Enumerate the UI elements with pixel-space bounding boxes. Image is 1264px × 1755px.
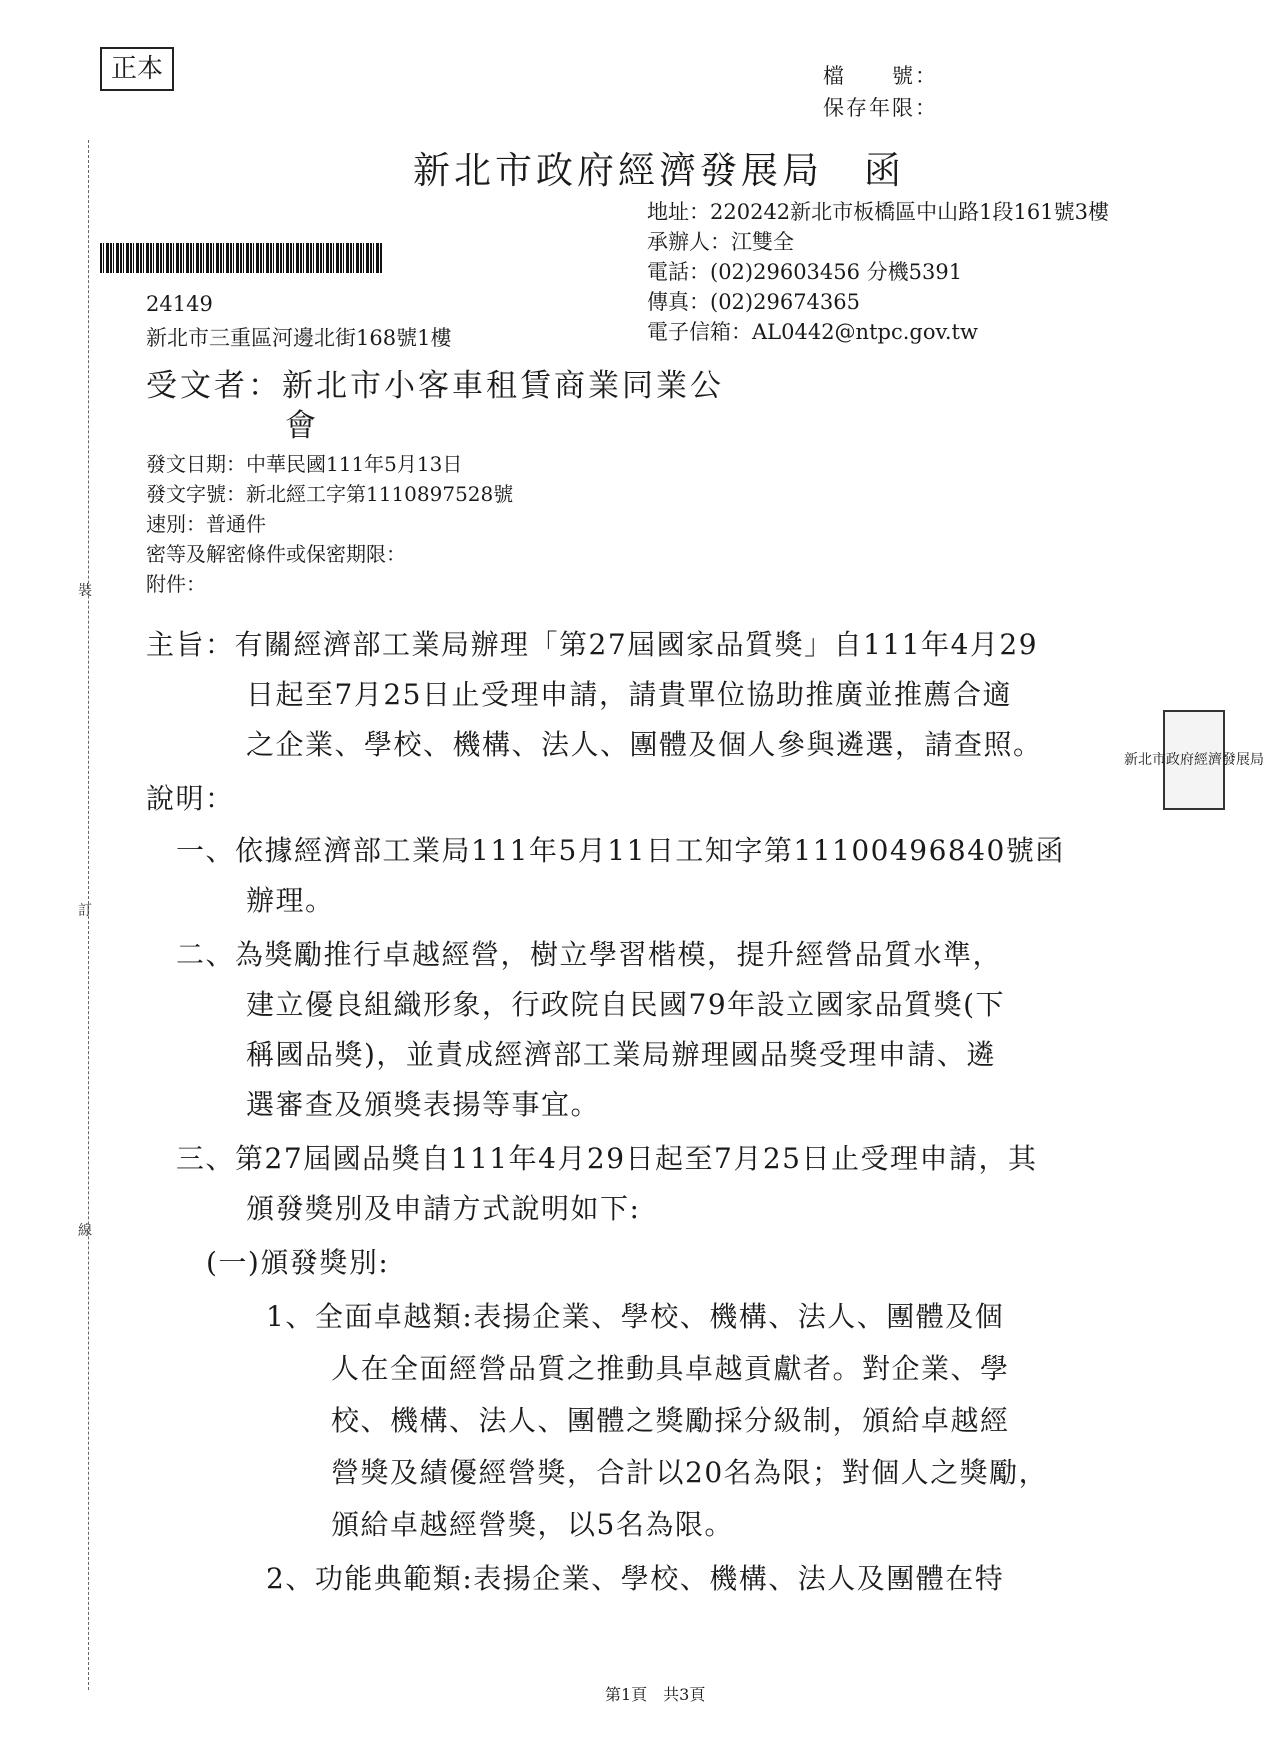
explanation-item: 稱國品獎)，並責成經濟部工業局辦理國品獎受理申請、遴: [246, 1038, 996, 1071]
explanation-item: 二、為獎勵推行卓越經營，樹立學習楷模，提升經營品質水準，: [176, 938, 1003, 971]
explanation-item: 頒發獎別及申請方式說明如下:: [246, 1192, 641, 1225]
confidentiality: 密等及解密條件或保密期限：: [146, 542, 406, 566]
binding-mark: 裝: [78, 583, 92, 599]
explanation-item: 一、依據經濟部工業局111年5月11日工知字第11100496840號函: [176, 834, 1065, 867]
explanation-item: 三、第27屆國品獎自111年4月29日起至7月25日止受理申請，其: [176, 1142, 1038, 1175]
issue-date: 發文日期：中華民國111年5月13日: [146, 452, 463, 476]
attachment: 附件：: [146, 572, 206, 596]
award-category-item: 營獎及績優經營獎，合計以20名為限；對個人之獎勵，: [331, 1456, 1049, 1489]
recipient-continued: 會: [285, 408, 316, 444]
official-seal: 新北市政府經濟發展局: [1163, 710, 1225, 810]
award-category-item: 1、全面卓越類:表揚企業、學校、機構、法人、團體及個: [266, 1300, 1005, 1333]
award-category-item: 校、機構、法人、團體之獎勵採分級制，頒給卓越經: [331, 1404, 1010, 1437]
barcode: [100, 243, 383, 273]
document-number: 發文字號：新北經工字第1110897528號: [146, 482, 514, 506]
zip-code: 24149: [146, 292, 213, 316]
explanation-item: 選審查及頒獎表揚等事宜。: [246, 1088, 601, 1121]
award-category-item: 人在全面經營品質之推動具卓越貢獻者。對企業、學: [331, 1352, 1010, 1385]
subject-line: 之企業、學校、機構、法人、團體及個人參與遴選，請查照。: [246, 728, 1043, 761]
document-title: 新北市政府經濟發展局 函: [413, 149, 905, 192]
original-copy-stamp: 正本: [100, 47, 174, 91]
file-number-label: 檔 號：: [823, 64, 938, 88]
binding-mark: 線: [78, 1223, 92, 1239]
sender-phone: 電話：(02)29603456 分機5391: [647, 260, 963, 284]
retention-period-label: 保存年限：: [823, 96, 938, 120]
explanation-heading: 說明：: [146, 782, 235, 815]
award-category-item: 2、功能典範類:表揚企業、學校、機構、法人及團體在特: [266, 1562, 1005, 1595]
explanation-item: 建立優良組織形象，行政院自民國79年設立國家品質獎(下: [246, 988, 1006, 1021]
sub-heading: (一)頒發獎別:: [206, 1246, 390, 1279]
subject-line: 日起至7月25日止受理申請，請貴單位協助推廣並推薦合適: [246, 678, 1012, 711]
page-number: 第1頁 共3頁: [605, 1685, 706, 1704]
sender-contact-person: 承辦人：江雙全: [647, 230, 794, 254]
subject-line: 主旨：有關經濟部工業局辦理「第27屆國家品質獎」自111年4月29: [146, 628, 1039, 661]
binding-mark: 訂: [78, 903, 92, 919]
recipient-address: 新北市三重區河邊北街168號1樓: [146, 326, 452, 350]
sender-fax: 傳真：(02)29674365: [647, 290, 860, 314]
sender-address: 地址：220242新北市板橋區中山路1段161號3樓: [647, 200, 1109, 224]
sender-email: 電子信箱：AL0442@ntpc.gov.tw: [647, 320, 978, 344]
urgency: 速別：普通件: [146, 512, 266, 536]
award-category-item: 頒給卓越經營獎，以5名為限。: [331, 1508, 734, 1541]
recipient: 受文者：新北市小客車租賃商業同業公: [146, 368, 724, 404]
explanation-item: 辦理。: [246, 884, 335, 917]
